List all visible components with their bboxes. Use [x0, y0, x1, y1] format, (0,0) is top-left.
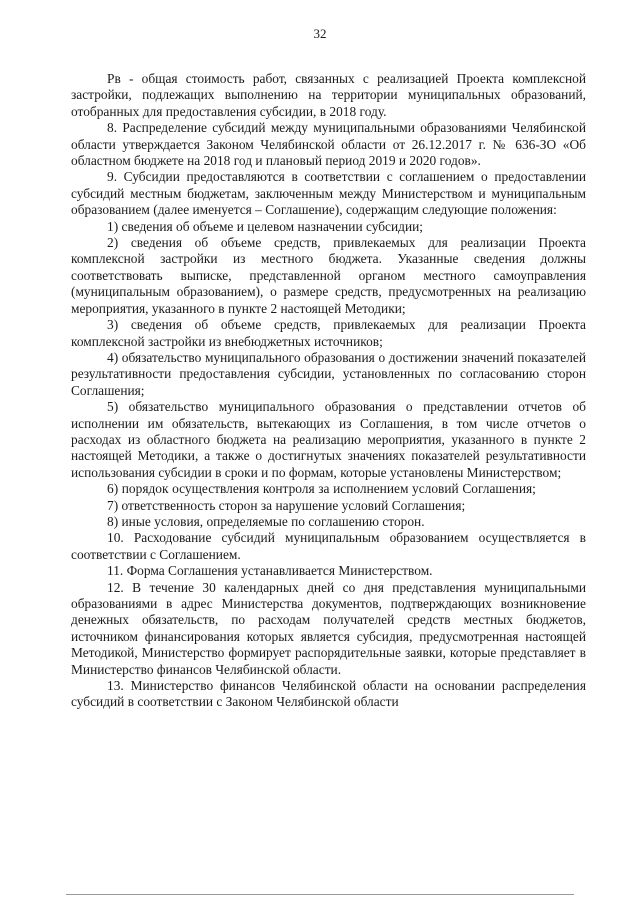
paragraph-formula-definition: Рв - общая стоимость работ, связанных с реализацией Проекта комплексной застройки, подлежащих выполнению на территории муниципальных образований, отобранных для предоставления субсидии, в 2018 году. [71, 71, 586, 119]
paragraph-subitem-2: 2) сведения об объеме средств, привлекаемых для реализации Проекта комплексной застройки из местного бюджета. Указанные сведения должны соответствовать выписке, представленной органом местного самоуправления (муниципальным образованием), о размере средств, предусмотренных на реализацию мероприятия, указанного в пункте 2 настоящей Методики; [71, 235, 586, 316]
document-body [71, 71, 586, 711]
paragraph-subitem-1: 1) сведения об объеме и целевом назначении субсидии; [107, 218, 424, 234]
paragraph-item-9: 9. Субсидии предоставляются в соответствии с соглашением о предоставлении субсидий местным бюджетам, заключенным между Министерством и муниципальным образованием (далее именуется – Соглашение), содержащим следующие положения: [71, 169, 586, 218]
paragraph-subitem-4: 4) обязательство муниципального образования о достижении значений показателей результативности предоставления субсидии, установленных по согласованию сторон Соглашения; [71, 349, 586, 398]
paragraph-item-10: 10. Расходование субсидий муниципальным образованием осуществляется в соответствии с Соглашением. [71, 530, 586, 562]
paragraph-subitem-5: 5) обязательство муниципального образования о представлении отчетов об исполнении им обязательств, вытекающих из Соглашения, в том числе отчетов о расходах из областного бюджета на реализацию мероприятия, указанного в пункте 2 настоящей Методики, а также о достигнутых значениях показателей результативности использования субсидии в сроки и по формам, которые установлены Министерством; [71, 399, 586, 480]
paragraph-item-8: 8. Распределение субсидий между муниципальными образованиями Челябинской области утверждается Законом Челябинской области от 26.12.2017 г. № 636-ЗО «Об областном бюджете на 2018 год и плановый период 2019 и 2020 годов». [71, 120, 586, 169]
footer-divider [66, 894, 574, 895]
paragraph-subitem-3: 3) сведения об объеме средств, привлекаемых для реализации Проекта комплексной застройки из внебюджетных источников; [71, 317, 586, 349]
paragraph-item-12: 12. В течение 30 календарных дней со дня представления муниципальными образованиями в адрес Министерства документов, подтверждающих возникновение денежных обязательств, по расходам получателей средств местных бюджетов, источником финансирования которых является субсидия, предусмотренная настоящей Методикой, Министерство формирует распорядительные заявки, которые представляет в Министерство финансов Челябинской области. [71, 579, 586, 677]
paragraph-subitem-8: 8) иные условия, определяемые по соглашению сторон. [107, 513, 425, 529]
paragraph-subitem-6: 6) порядок осуществления контроля за исполнением условий Соглашения; [107, 481, 536, 497]
paragraph-item-11: 11. Форма Соглашения устанавливается Министерством. [107, 563, 433, 579]
paragraph-subitem-7: 7) ответственность сторон за нарушение условий Соглашения; [107, 497, 466, 513]
paragraph-item-13: 13. Министерство финансов Челябинской области на основании распределения субсидий в соответствии с Законом Челябинской области [71, 678, 586, 710]
page-number: 32 [313, 26, 327, 41]
